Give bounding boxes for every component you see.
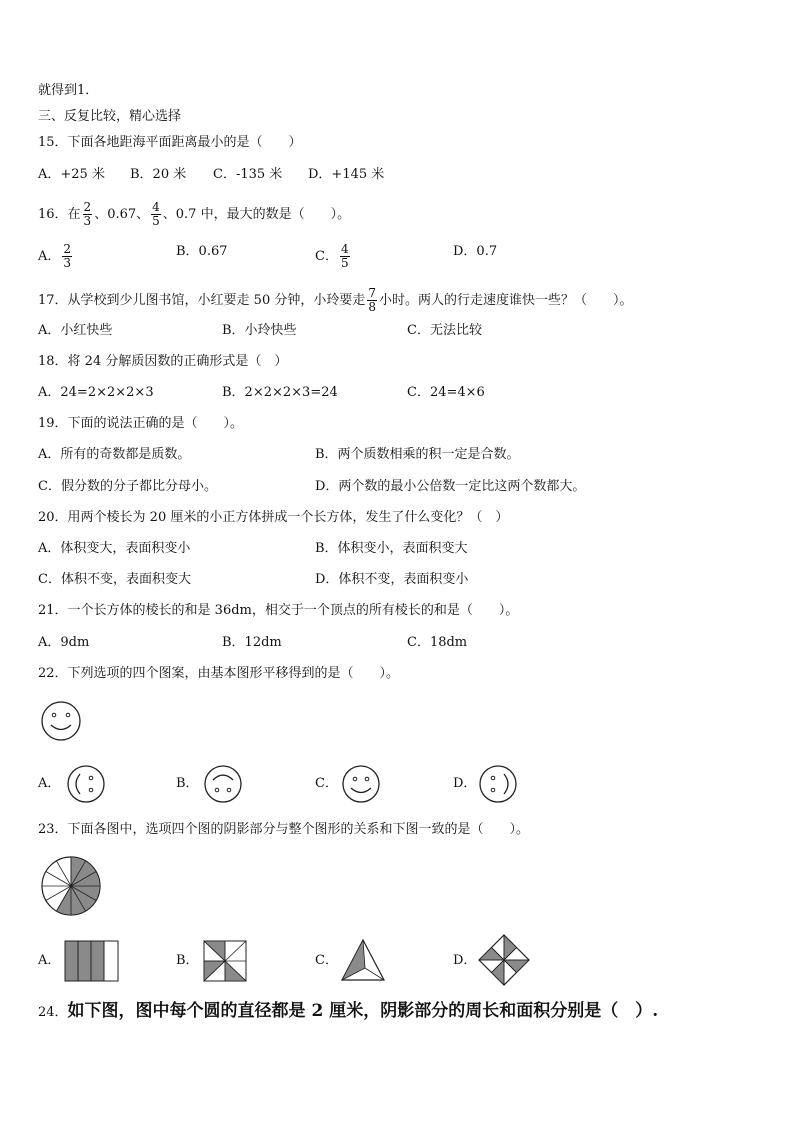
q21-option-b[interactable]: B．12dm [222,635,282,650]
q22-option-d-figure[interactable] [478,764,518,804]
q22-label-d[interactable]: D． [453,776,477,791]
q23-option-a-figure[interactable] [64,940,120,982]
q22-stem: 22．下列选项的四个图案，由基本图形平移得到的是（ ）。 [38,666,400,681]
q22-label-b[interactable]: B． [176,776,199,791]
q23-label-a[interactable]: A． [38,953,61,968]
q15-option-b[interactable]: B．20 米 [130,167,187,182]
q21-option-a[interactable]: A．9dm [38,635,90,650]
q23-option-d-figure[interactable] [478,934,530,986]
q16-fraction-2: $\frac{4}{5}$ [152,200,160,228]
q24-text: 如下图，图中每个圆的直径都是 2 厘米，阴影部分的周长和面积分别是（ ）. [67,1001,659,1021]
q16-stem-post: 、0.7 中，最大的数是（ ）。 [162,207,351,222]
q17-fraction: $\frac{7}{8}$ [368,286,376,314]
q23-reference-circle [40,855,102,917]
q19-stem: 19．下面的说法正确的是（ ）。 [38,416,244,431]
q16-option-c[interactable]: C． $\frac{4}{5}$ [315,242,349,270]
q20-option-a[interactable]: A．体积变大，表面积变小 [38,541,191,556]
q24-number: 24． [38,1005,68,1020]
q23-label-d[interactable]: D． [453,953,477,968]
section-heading: 三、反复比较，精心选择 [38,109,182,124]
q16-option-a[interactable]: A． $\frac{2}{3}$ [38,242,72,270]
q18-option-b[interactable]: B．2×2×2×3=24 [222,385,338,400]
q17-stem: 17．从学校到少儿图书馆，小红要走 50 分钟，小玲要走 $\frac{7}{8}$ 小时。两人的行走速度谁快一些？（ ）。 [38,286,633,314]
q23-option-b-figure[interactable] [203,940,247,982]
q22-label-c[interactable]: C． [315,776,338,791]
smiley-face-icon [40,700,82,742]
q22-option-c-figure[interactable] [341,764,381,804]
q15-option-d[interactable]: D．+145 米 [308,167,385,182]
q18-stem: 18．将 24 分解质因数的正确形式是（ ） [38,354,288,369]
q16-option-b[interactable]: B．0.67 [176,244,228,259]
q16-stem-pre: 16．在 [38,207,81,222]
q16-fraction-1: $\frac{2}{3}$ [83,200,92,228]
q19-option-d[interactable]: D．两个数的最小公倍数一定比这两个数都大。 [315,479,586,494]
q22-option-b-figure[interactable] [203,764,243,804]
q17-option-c[interactable]: C．无法比较 [407,323,482,338]
q19-option-a[interactable]: A．所有的奇数都是质数。 [38,447,191,462]
q18-option-a[interactable]: A．24=2×2×2×3 [38,385,154,400]
q15-option-a[interactable]: A．+25 米 [38,167,105,182]
q22-option-a-figure[interactable] [66,764,106,804]
q23-label-c[interactable]: C． [315,953,338,968]
q24-stem [38,1002,658,1022]
q15-stem: 15．下面各地距海平面距离最小的是（ ） [38,135,302,150]
q20-stem: 20．用两个棱长为 20 厘米的小正方体拼成一个长方体，发生了什么变化？（ ） [38,510,509,525]
q20-option-c[interactable]: C．体积不变，表面积变大 [38,572,191,587]
q21-option-c[interactable]: C．18dm [407,635,468,650]
q23-option-c-figure[interactable] [340,938,386,982]
q16-option-d[interactable]: D．0.7 [453,244,498,259]
q22-label-a[interactable]: A． [38,776,61,791]
q18-option-c[interactable]: C．24=4×6 [407,385,485,400]
q16-stem-mid: 、0.67、 [94,207,150,222]
q20-option-b[interactable]: B．体积变小，表面积变大 [315,541,468,556]
carryover-line: 就得到1． [38,83,99,98]
q19-option-b[interactable]: B．两个质数相乘的积一定是合数。 [315,447,520,462]
q16-stem [38,201,350,228]
q21-stem: 21．一个长方体的棱长的和是 36dm，相交于一个顶点的所有棱长的和是（ ）。 [38,603,519,618]
q19-option-c[interactable]: C．假分数的分子都比分母小。 [38,479,217,494]
q23-label-b[interactable]: B． [176,953,199,968]
q17-option-b[interactable]: B．小玲快些 [222,323,297,338]
q20-option-d[interactable]: D．体积不变，表面积变小 [315,572,469,587]
q17-option-a[interactable]: A．小红快些 [38,323,113,338]
q23-stem: 23．下面各图中，选项四个图的阴影部分与整个图形的关系和下图一致的是（ ）。 [38,822,530,837]
q15-option-c[interactable]: C．-135 米 [213,167,283,182]
